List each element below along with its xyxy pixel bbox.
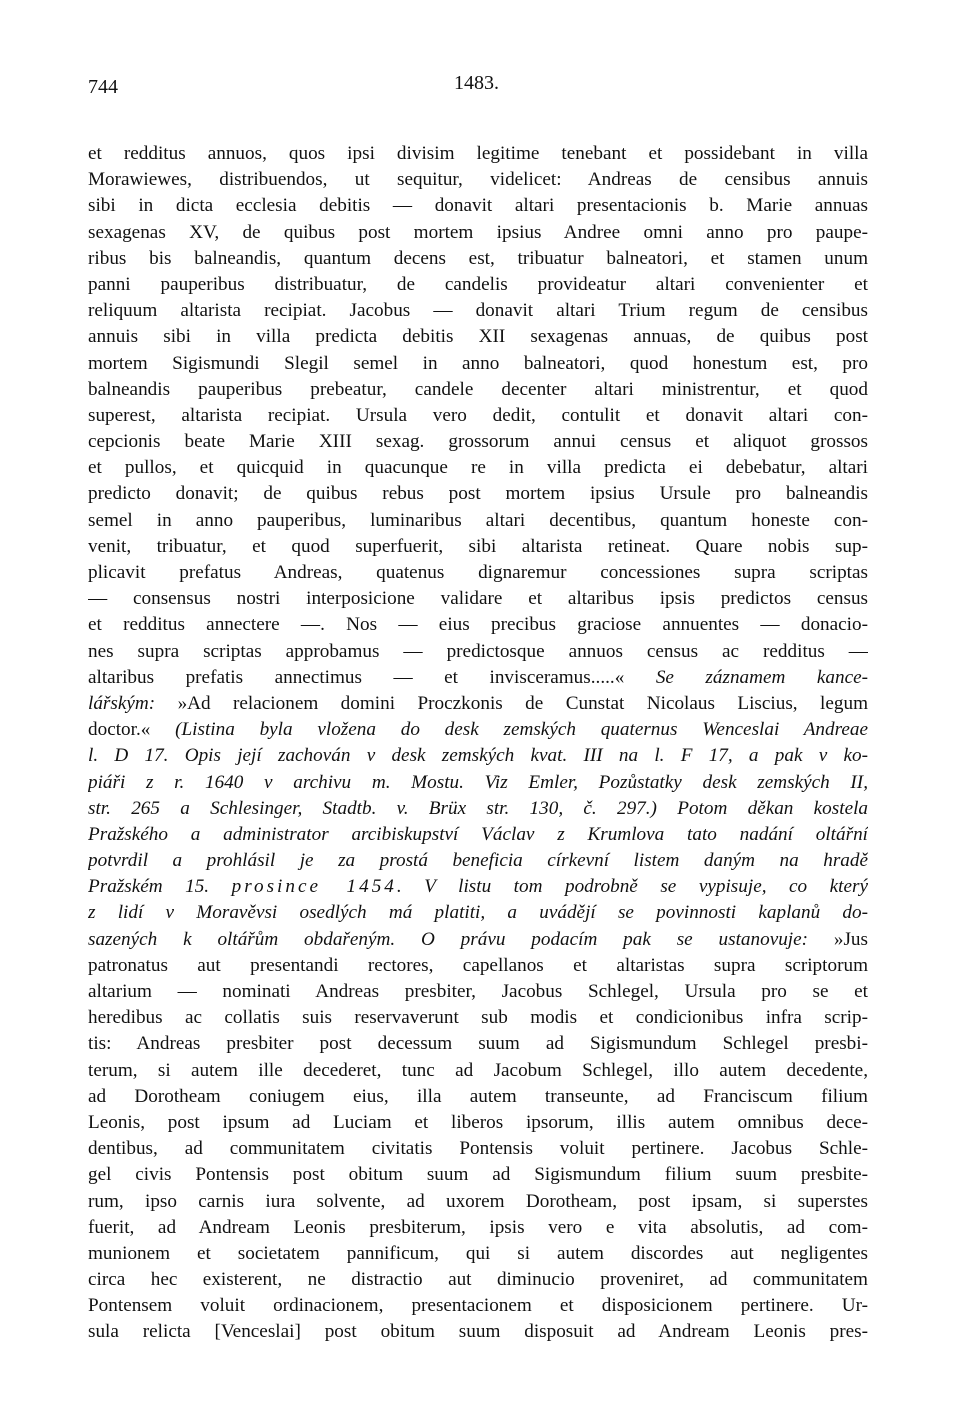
- text-segment: annuis sibi in villa predicta debitis XII sexagenas annuas, de quibus post: [88, 326, 868, 348]
- text-line: [88, 246, 868, 272]
- text-segment: piáři z r. 1640 v archivu m. Mostu. Viz Emler, Pozůstatky desk zemských II,: [88, 771, 868, 793]
- text-segment: dentibus, ad communitatem civitatis Pontensis voluit pertinere. Jacobus Schle-: [88, 1138, 868, 1160]
- text-line: [88, 691, 868, 717]
- text-line: [88, 141, 868, 167]
- text-line: [88, 979, 868, 1005]
- text-segment: altaribus prefatis annectimus — et invisceramus.....«: [88, 666, 656, 688]
- text-segment: potvrdil a prohlásil je za prostá beneficia církevní listem daným na hradě: [88, 850, 868, 872]
- text-segment: l. D 17. Opis její zachován v desk zemských kvat. III na l. F 17, a pak v ko-: [88, 745, 868, 767]
- text-line: [88, 822, 868, 848]
- text-line: [88, 455, 868, 481]
- text-segment: plicavit prefatus Andreas, quatenus dignaremur concessiones supra scriptas: [88, 562, 868, 583]
- text-line: [88, 717, 868, 743]
- text-segment: »Jus: [833, 928, 868, 950]
- text-line: [88, 508, 868, 534]
- text-line: [88, 770, 868, 796]
- text-line: [88, 1293, 868, 1319]
- text-line: [88, 429, 868, 455]
- text-segment: fuerit, ad Andream Leonis presbiterum, ipsis vero e vita absolutis, ad com-: [88, 1216, 868, 1238]
- text-line: [88, 1058, 868, 1084]
- text-segment: Leonis, post ipsum ad Luciam et liberos ipsorum, illis autem omnibus dece-: [88, 1111, 868, 1133]
- text-line: [88, 324, 868, 350]
- text-line: [88, 351, 868, 377]
- text-segment: patronatus aut presentandi rectores, capellanos et altaristas supra scriptorum: [88, 954, 868, 976]
- text-segment: heredibus ac collatis suis reservaverunt sub modis et condicionibus infra scrip-: [88, 1007, 868, 1029]
- text-segment: Pontensem voluit ordinacionem, presentacionem et disposicionem pertinere. Ur-: [88, 1295, 868, 1317]
- text-segment: semel in anno pauperibus, luminaribus altari decentibus, quantum honeste con-: [88, 509, 868, 531]
- page-header: [88, 72, 868, 106]
- text-segment: altarium — nominati Andreas presbiter, Jacobus Schlegel, Ursula pro se et: [88, 981, 868, 1002]
- text-line: [88, 272, 868, 298]
- text-line: [88, 1267, 868, 1293]
- text-line: [88, 586, 868, 612]
- text-segment: »Ad relacionem domini Proczkonis de Cunstat Nicolaus Liscius, legum: [177, 692, 868, 714]
- text-segment: sexagenas XV, de quibus post mortem ipsius Andree omni anno pro paupe-: [88, 221, 868, 243]
- text-segment: tis: Andreas presbiter post decessum suum ad Sigismundum Schlegel presbi-: [88, 1033, 868, 1055]
- text-segment: str. 265 a Schlesinger, Stadtb. v. Brüx str. 130, č. 297.): [88, 797, 678, 819]
- text-line: [88, 848, 868, 874]
- text-line: [88, 220, 868, 246]
- text-segment: ad Dorotheam coniugem eius, illa autem transeunte, ad Franciscum filium: [88, 1085, 868, 1107]
- text-segment: rum, ipso carnis iura solvente, ad uxorem Dorotheam, post ipsam, si superstes: [88, 1190, 868, 1212]
- body-text: [88, 141, 868, 1346]
- text-segment: terum, si autem ille decederet, tunc ad Jacobum Schlegel, illo autem decedente,: [88, 1059, 868, 1081]
- text-segment: Morawiewes, distribuendos, ut sequitur, videlicet: Andreas de censibus annuis: [88, 169, 868, 191]
- text-segment: Pražského a administrator arcibiskupství Václav z Krumlova tato nadání oltářní: [88, 823, 868, 845]
- text-line: [88, 639, 868, 665]
- text-segment: nes supra scriptas approbamus — predictosque annuos census ac redditus —: [88, 640, 868, 662]
- text-line: [88, 796, 868, 822]
- text-segment: sula relicta [Venceslai] post obitum suum disposuit ad Andream Leonis pres-: [88, 1321, 868, 1343]
- text-segment: et pullos, et quicquid in quacunque re in villa predicta ei debebatur, altari: [88, 457, 868, 479]
- text-segment: reliquum altarista recipiat. Jacobus — donavit altari Trium regum de censibus: [88, 300, 868, 322]
- text-line: [88, 874, 868, 900]
- text-segment: superest, altarista recipiat. Ursula vero dedit, contulit et donavit altari con-: [88, 404, 868, 426]
- text-segment: prosince 1454: [231, 876, 397, 898]
- text-segment: (Listina byla vložena do desk zemských quaternus Wenceslai Andreae: [175, 719, 868, 741]
- text-line: [88, 1189, 868, 1215]
- page-number: 744: [88, 76, 118, 98]
- text-segment: ribus bis balneandis, quantum decens est, tribuatur balneatori, et stamen unum: [88, 247, 868, 269]
- text-segment: — consensus nostri interposicione validare et altaribus ipsis predictos census: [88, 588, 868, 610]
- text-segment: panni pauperibus distribuatur, de candelis provideatur altari convenienter et: [88, 273, 868, 295]
- text-line: [88, 612, 868, 638]
- text-line: [88, 167, 868, 193]
- text-line: [88, 193, 868, 219]
- text-line: [88, 1110, 868, 1136]
- text-line: [88, 1319, 868, 1345]
- text-segment: predicto donavit; de quibus rebus post mortem ipsius Ursule pro balneandis: [88, 483, 868, 505]
- text-line: [88, 927, 868, 953]
- text-line: [88, 1084, 868, 1110]
- text-segment: mortem Sigismundi Slegil semel in anno balneatori, quod honestum est, pro: [88, 352, 868, 374]
- text-line: [88, 298, 868, 324]
- header-year: 1483.: [454, 72, 499, 94]
- text-segment: doctor.«: [88, 719, 176, 741]
- text-line: [88, 665, 868, 691]
- text-segment: z lidí v Moravěvsi osedlých má platiti, a uvádějí se povinnosti kaplanů do-: [88, 902, 868, 924]
- text-segment: et redditus annectere —. Nos — eius precibus graciose annuentes — donacio-: [88, 614, 868, 636]
- text-segment: et redditus annuos, quos ipsi divisim legitime tenebant et possidebant in villa: [88, 143, 868, 164]
- text-line: [88, 377, 868, 403]
- text-line: [88, 900, 868, 926]
- text-line: [88, 1215, 868, 1241]
- text-line: [88, 481, 868, 507]
- text-segment: balneandis pauperibus prebeatur, candele decenter altari ministrentur, et quod: [88, 378, 868, 400]
- text-line: [88, 534, 868, 560]
- text-line: [88, 403, 868, 429]
- text-line: [88, 1031, 868, 1057]
- text-line: [88, 1136, 868, 1162]
- text-segment: cepcionis beate Marie XIII sexag. grossorum annui census et aliquot grossos: [88, 431, 868, 453]
- text-segment: sazených k oltářům obdařeným. O právu podacím pak se ustanovuje:: [88, 928, 834, 950]
- text-segment: . V listu tom podrobně se vypisuje, co který: [396, 876, 868, 898]
- text-line: [88, 743, 868, 769]
- text-segment: venit, tribuatur, et quod superfuerit, sibi altarista retineat. Quare nobis sup-: [88, 535, 868, 557]
- text-segment: Potom děkan kostela: [677, 797, 868, 819]
- text-segment: Se záznamem kance-: [655, 666, 868, 688]
- text-line: [88, 560, 868, 586]
- text-line: [88, 953, 868, 979]
- text-segment: gel civis Pontensis post obitum suum ad Sigismundum filium suum presbite-: [88, 1164, 868, 1186]
- text-segment: sibi in dicta ecclesia debitis — donavit altari presentacionis b. Marie annuas: [88, 195, 868, 217]
- text-segment: Pražském 15.: [88, 876, 232, 898]
- text-segment: circa hec existerent, ne distractio aut diminucio proveniret, ad communitatem: [88, 1269, 868, 1291]
- text-segment: munionem et societatem pannificum, qui si autem discordes aut negligentes: [88, 1242, 868, 1264]
- text-line: [88, 1241, 868, 1267]
- text-segment: lářským:: [88, 692, 178, 714]
- text-line: [88, 1162, 868, 1188]
- text-line: [88, 1005, 868, 1031]
